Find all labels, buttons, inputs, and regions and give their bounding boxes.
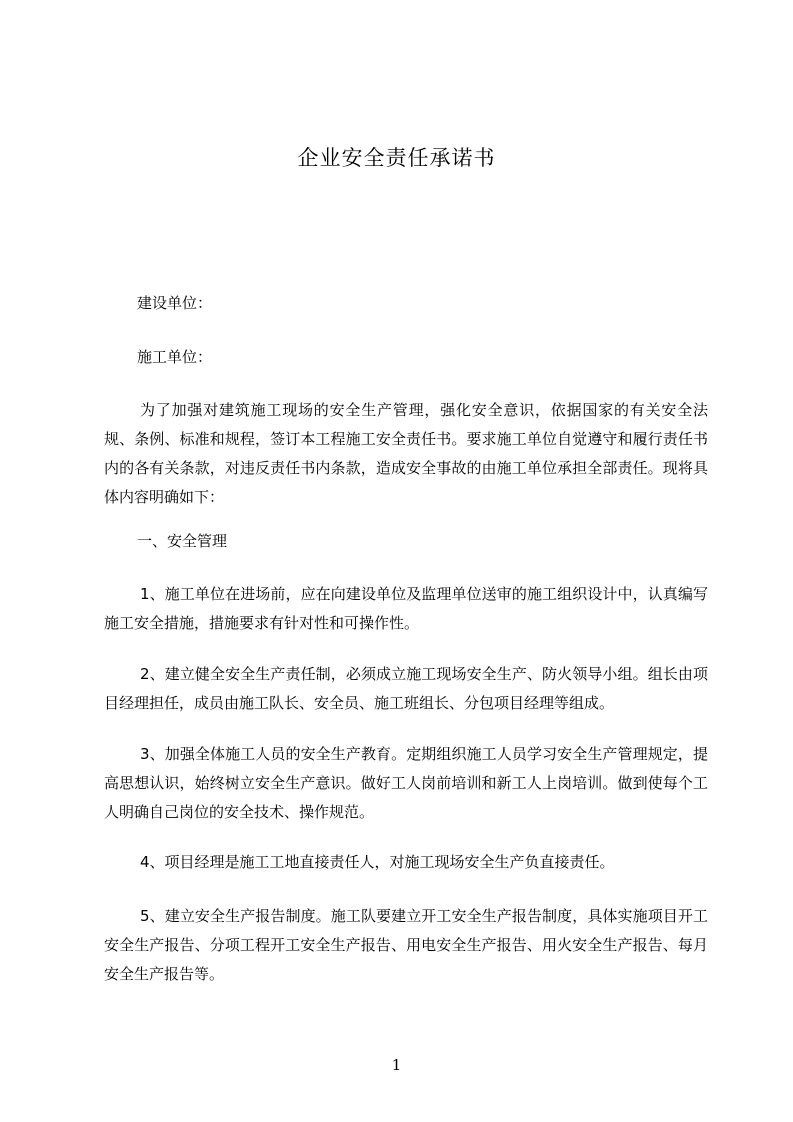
clause-2: 2、建立健全安全生产责任制，必须成立施工现场安全生产、防火领导小组。组长由项目经理担任，成员由施工队长、安全员、施工班组长、分包项目经理等组成。	[104, 665, 708, 712]
section-heading: 一、安全管理	[137, 532, 228, 550]
intro-paragraph: 为了加强对建筑施工现场的安全生产管理，强化安全意识，依据国家的有关安全法规、条例、标准和规程，签订本工程施工安全责任书。要求施工单位自觉遵守和履行责任书内的各有关条款，对违反责任书内条款，造成安全事故的由施工单位承担全部责任。现将具体内容明确如下：	[104, 401, 708, 506]
clause-1: 1、施工单位在进场前，应在向建设单位及监理单位送审的施工组织设计中，认真编写施工安全措施，措施要求有针对性和可操作性。	[104, 585, 708, 632]
clause-5: 5、建立安全生产报告制度。施工队要建立开工安全生产报告制度，具体实施项目开工安全生产报告、分项工程开工安全生产报告、用电安全生产报告、用火安全生产报告、每月安全生产报告等。	[104, 907, 708, 983]
construction-unit-label: 建设单位：	[137, 294, 213, 312]
contractor-unit-label: 施工单位：	[137, 348, 213, 366]
clause-3: 3、加强全体施工人员的安全生产教育。定期组织施工人员学习安全生产管理规定，提高思想认识，始终树立安全生产意识。做好工人岗前培训和新工人上岗培训。做到使每个工人明确自己岗位的安全技术、操作规范。	[104, 745, 708, 821]
clause-4: 4、项目经理是施工工地直接责任人，对施工现场安全生产负直接责任。	[140, 853, 615, 871]
page-number: 1	[391, 1056, 402, 1074]
document-title: 企业安全责任承诺书	[297, 146, 496, 170]
